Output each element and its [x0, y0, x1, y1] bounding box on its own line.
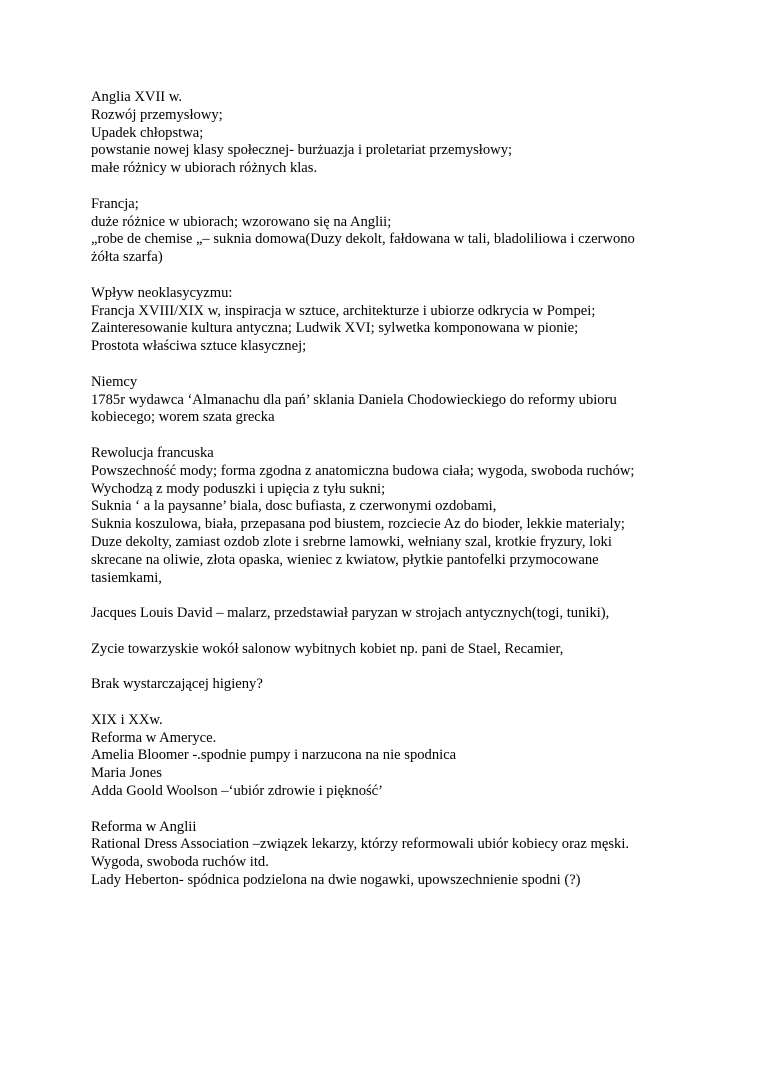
text-line: powstanie nowej klasy społecznej- burżuazja i proletariat przemysłowy;	[91, 142, 513, 159]
blank-line	[91, 178, 711, 196]
text-line: żółta szarfa)	[91, 249, 163, 266]
text-line: Niemcy	[91, 373, 138, 390]
text-line: tasiemkami,	[91, 569, 162, 586]
text-line: Rozwój przemysłowy;	[91, 106, 223, 123]
text-line: skrecane na oliwie, złota opaska, wieniec z kwiatow, płytkie pantofelki przymocowane	[91, 551, 599, 568]
text-line: Adda Goold Woolson –‘ubiór zdrowie i piękność’	[91, 783, 384, 800]
text-line: Rational Dress Association –związek lekarzy, którzy reformowali ubiór kobiecy oraz męski.	[91, 836, 630, 853]
text-line: Upadek chłopstwa;	[91, 124, 204, 141]
text-line: Maria Jones	[91, 765, 162, 782]
text-line: XIX i XXw.	[91, 711, 163, 728]
text-line: Reforma w Ameryce.	[91, 729, 217, 746]
text-line: Powszechność mody; forma zgodna z anatomiczna budowa ciała; wygoda, swoboda ruchów;	[91, 462, 635, 479]
blank-line	[91, 694, 711, 712]
text-line: Jacques Louis David – malarz, przedstawiał paryzan w strojach antycznych(togi, tuniki),	[91, 605, 610, 622]
blank-line	[91, 659, 711, 677]
text-line: Zainteresowanie kultura antyczna; Ludwik XVI; sylwetka komponowana w pionie;	[91, 320, 579, 337]
text-line: Brak wystarczającej higieny?	[91, 676, 263, 693]
text-line: Wpływ neoklasycyzmu:	[91, 284, 233, 301]
text-line: Zycie towarzyskie wokół salonow wybitnych kobiet np. pani de Stael, Recamier,	[91, 640, 564, 657]
blank-line	[91, 623, 711, 641]
text-line: małe różnicy w ubiorach różnych klas.	[91, 160, 318, 177]
text-line: Amelia Bloomer -.spodnie pumpy i narzucona na nie spodnica	[91, 747, 457, 764]
text-line: Duze dekolty, zamiast ozdob zlote i srebrne lamowki, wełniany szal, krotkie fryzury, loki	[91, 533, 612, 550]
blank-line	[91, 427, 711, 445]
text-line: Lady Heberton- spódnica podzielona na dwie nogawki, upowszechnienie spodni (?)	[91, 872, 581, 889]
text-line: Francja;	[91, 195, 139, 212]
text-line: Reforma w Anglii	[91, 818, 197, 835]
text-line: Wychodzą z mody poduszki i upięcia z tyłu sukni;	[91, 480, 386, 497]
text-line: 1785r wydawca ‘Almanachu dla pań’ sklania Daniela Chodowieckiego do reformy ubioru	[91, 391, 617, 408]
blank-line	[91, 267, 711, 285]
text-line: Prostota właściwa sztuce klasycznej;	[91, 338, 307, 355]
text-line: „robe de chemise „– suknia domowa(Duzy dekolt, fałdowana w tali, bladoliliowa i czerwono	[91, 231, 635, 248]
blank-line	[91, 801, 711, 819]
text-line: Anglia XVII w.	[91, 89, 183, 105]
text-line: Wygoda, swoboda ruchów itd.	[91, 854, 269, 871]
text-line: Rewolucja francuska	[91, 444, 214, 461]
text-line: kobiecego; worem szata grecka	[91, 409, 275, 426]
blank-line	[91, 587, 711, 605]
text-line: duże różnice w ubiorach; wzorowano się na Anglii;	[91, 213, 392, 230]
blank-line	[91, 356, 711, 374]
text-line: Suknia koszulowa, biała, przepasana pod biustem, rozciecie Az do bioder, lekkie materialy;	[91, 516, 625, 533]
document-body	[91, 89, 711, 890]
text-line: Suknia ‘ a la paysanne’ biala, dosc bufiasta, z czerwonymi ozdobami,	[91, 498, 497, 515]
text-line: Francja XVIII/XIX w, inspiracja w sztuce, architekturze i ubiorze odkrycia w Pompei;	[91, 302, 596, 319]
